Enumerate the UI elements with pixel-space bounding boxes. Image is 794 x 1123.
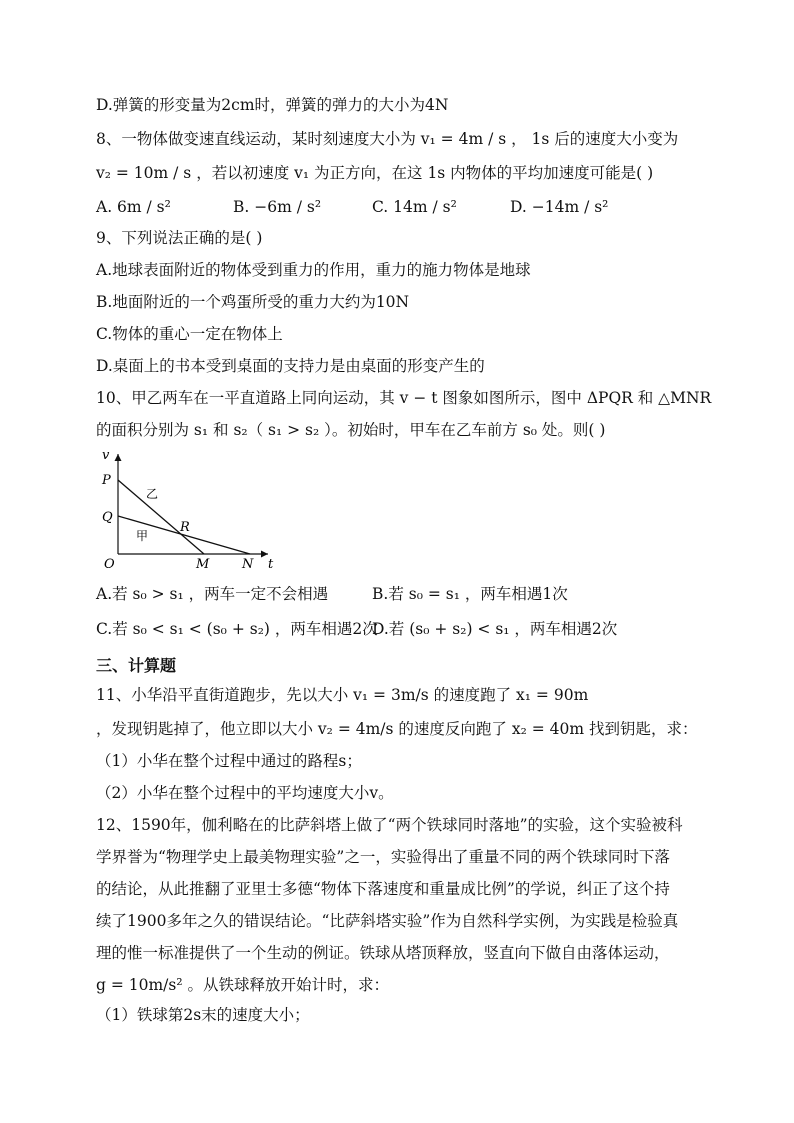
q9-option-b: B.地面附近的一个鸡蛋所受的重力大约为10N [96, 293, 410, 311]
label-car-yi: 乙 [146, 487, 159, 501]
question-10-stem: 10、甲乙两车在一平直道路上同向运动，其 v − t 图象如图所示，图中 ΔPQR 和 △MNR [96, 389, 712, 407]
q10-option-a: A.若 s₀ > s₁ ，两车一定不会相遇 [96, 585, 329, 603]
q9-option-d: D.桌面上的书本受到桌面的支持力是由桌面的形变产生的 [96, 357, 485, 375]
q10-option-c: C.若 s₀ < s₁ < (s₀ + s₂) ，两车相遇2次 [96, 620, 378, 638]
point-label-q: Q [102, 510, 113, 525]
vt-graph [92, 448, 282, 573]
point-label-n: N [242, 557, 254, 572]
q11-part-2: （2）小华在整个过程中的平均速度大小v。 [96, 784, 394, 802]
q8-option-b: B. −6m / s² [233, 198, 322, 216]
section-title: 三、计算题 [96, 656, 177, 675]
axis-label-v: v [102, 448, 110, 463]
question-12-line-3: 的结论，从此推翻了亚里士多德“物体下落速度和重量成比例”的学说，纠正了这个持 [96, 880, 670, 898]
text-line: D.弹簧的形变量为2cm时，弹簧的弹力的大小为4N [96, 96, 449, 114]
label-car-jia: 甲 [136, 529, 149, 543]
q8-option-d: D. −14m / s² [510, 198, 609, 216]
q8-option-c: C. 14m / s² [372, 198, 457, 216]
q8-option-a: A. 6m / s² [96, 198, 171, 216]
q11-part-1: （1）小华在整个过程中通过的路程s； [96, 752, 362, 770]
question-12-line-4: 续了1900多年之久的错误结论。“比萨斜塔实验”作为自然科学实例，为实践是检验真 [96, 912, 679, 930]
question-12-line-2: 学界誉为“物理学史上最美物理实验”之一，实验得出了重量不同的两个铁球同时下落 [96, 848, 670, 866]
point-label-r: R [180, 520, 190, 535]
question-8-stem-cont: v₂ = 10m / s ，若以初速度 v₁ 为正方向，在这 1s 内物体的平均加速度可能是( ) [96, 164, 654, 182]
line-yi [118, 480, 204, 554]
question-11-stem-cont: ，发现钥匙掉了，他立即以大小 v₂ = 4m/s 的速度反向跑了 x₂ = 40m 找到钥匙，求： [96, 720, 698, 738]
q9-option-a: A.地球表面附近的物体受到重力的作用，重力的施力物体是地球 [96, 261, 531, 279]
point-label-p: P [102, 473, 111, 488]
question-10-stem-cont: 的面积分别为 s₁ 和 s₂（ s₁ > s₂ ）。初始时，甲车在乙车前方 s₀ 处。则( ) [96, 421, 606, 439]
question-12-line-6: g = 10m/s² 。从铁球释放开始计时，求： [96, 976, 390, 994]
q12-part-1: （1）铁球第2s末的速度大小； [96, 1006, 310, 1024]
q10-option-b: B.若 s₀ = s₁ ，两车相遇1次 [372, 585, 568, 603]
q10-option-d: D.若 (s₀ + s₂) < s₁ ，两车相遇2次 [372, 620, 618, 638]
question-9-stem: 9、下列说法正确的是( ) [96, 229, 263, 247]
question-12-stem: 12、1590年，伽利略在的比萨斜塔上做了“两个铁球同时落地”的实验，这个实验被科 [96, 816, 683, 834]
point-label-o: O [104, 557, 115, 572]
point-label-m: M [196, 557, 210, 572]
question-8-stem: 8、一物体做变速直线运动，某时刻速度大小为 v₁ = 4m / s ， 1s 后的速度大小变为 [96, 130, 679, 148]
question-12-line-5: 理的惟一标准提供了一个生动的例证。铁球从塔顶释放，竖直向下做自由落体运动， [96, 944, 670, 962]
axis-label-t: t [268, 557, 274, 572]
question-11-stem: 11、小华沿平直街道跑步，先以大小 v₁ = 3m/s 的速度跑了 x₁ = 90m [96, 686, 589, 704]
q9-option-c: C.物体的重心一定在物体上 [96, 325, 283, 343]
